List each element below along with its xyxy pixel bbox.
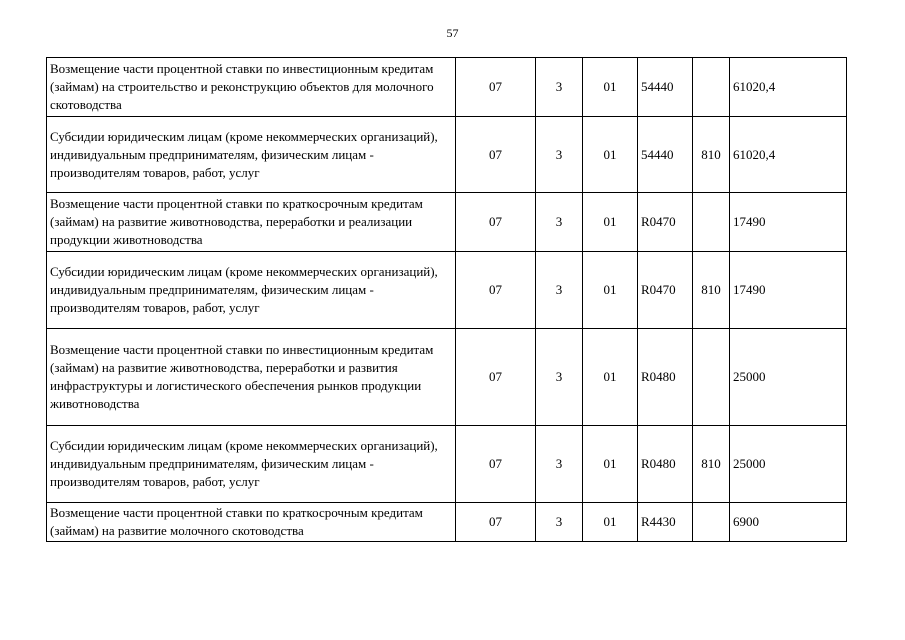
row-name: Субсидии юридическим лицам (кроме некоммерческих организаций), индивидуальным предпринимателям, физическим лицам - производителям товаров, работ, услуг <box>47 117 456 193</box>
row-amount: 17490 <box>730 193 847 252</box>
row-direction: R0480 <box>638 426 693 503</box>
row-direction: 54440 <box>638 58 693 117</box>
row-pp: 3 <box>536 58 583 117</box>
row-om: 01 <box>583 503 638 542</box>
row-om: 01 <box>583 58 638 117</box>
row-gp: 07 <box>456 329 536 426</box>
row-amount: 25000 <box>730 426 847 503</box>
row-expense-type <box>693 193 730 252</box>
row-om: 01 <box>583 252 638 329</box>
row-pp: 3 <box>536 117 583 193</box>
row-om: 01 <box>583 193 638 252</box>
row-pp: 3 <box>536 252 583 329</box>
row-expense-type: 810 <box>693 252 730 329</box>
row-gp: 07 <box>456 193 536 252</box>
row-expense-type <box>693 503 730 542</box>
row-direction: 54440 <box>638 117 693 193</box>
row-pp: 3 <box>536 329 583 426</box>
row-name: Возмещение части процентной ставки по краткосрочным кредитам (займам) на развитие животноводства, переработки и реализации продукции животноводства <box>47 193 456 252</box>
row-name: Субсидии юридическим лицам (кроме некоммерческих организаций), индивидуальным предпринимателям, физическим лицам - производителям товаров, работ, услуг <box>47 252 456 329</box>
table-row <box>47 329 847 426</box>
row-direction: R0480 <box>638 329 693 426</box>
row-gp: 07 <box>456 426 536 503</box>
budget-table <box>46 57 847 542</box>
row-name: Возмещение части процентной ставки по краткосрочным кредитам (займам) на развитие молочного скотоводства <box>47 503 456 542</box>
table-row <box>47 252 847 329</box>
row-amount: 6900 <box>730 503 847 542</box>
row-pp: 3 <box>536 426 583 503</box>
row-direction: R4430 <box>638 503 693 542</box>
table-row <box>47 503 847 542</box>
row-name: Возмещение части процентной ставки по инвестиционным кредитам (займам) на строительство и реконструкцию объектов для молочного скотоводства <box>47 58 456 117</box>
row-amount: 61020,4 <box>730 117 847 193</box>
row-om: 01 <box>583 117 638 193</box>
row-gp: 07 <box>456 58 536 117</box>
row-amount: 25000 <box>730 329 847 426</box>
row-amount: 61020,4 <box>730 58 847 117</box>
row-expense-type: 810 <box>693 117 730 193</box>
row-gp: 07 <box>456 252 536 329</box>
table-row <box>47 117 847 193</box>
row-direction: R0470 <box>638 252 693 329</box>
row-amount: 17490 <box>730 252 847 329</box>
row-name: Возмещение части процентной ставки по инвестиционным кредитам (займам) на развитие животноводства, переработки и развития инфраструктуры и логистического обеспечения рынков продукции животноводства <box>47 329 456 426</box>
row-om: 01 <box>583 329 638 426</box>
row-gp: 07 <box>456 117 536 193</box>
table-row <box>47 193 847 252</box>
table-row <box>47 58 847 117</box>
row-pp: 3 <box>536 503 583 542</box>
row-expense-type <box>693 329 730 426</box>
row-pp: 3 <box>536 193 583 252</box>
row-name: Субсидии юридическим лицам (кроме некоммерческих организаций), индивидуальным предпринимателям, физическим лицам - производителям товаров, работ, услуг <box>47 426 456 503</box>
table-row <box>47 426 847 503</box>
page-number: 57 <box>446 26 459 40</box>
row-expense-type: 810 <box>693 426 730 503</box>
row-expense-type <box>693 58 730 117</box>
row-direction: R0470 <box>638 193 693 252</box>
row-om: 01 <box>583 426 638 503</box>
row-gp: 07 <box>456 503 536 542</box>
